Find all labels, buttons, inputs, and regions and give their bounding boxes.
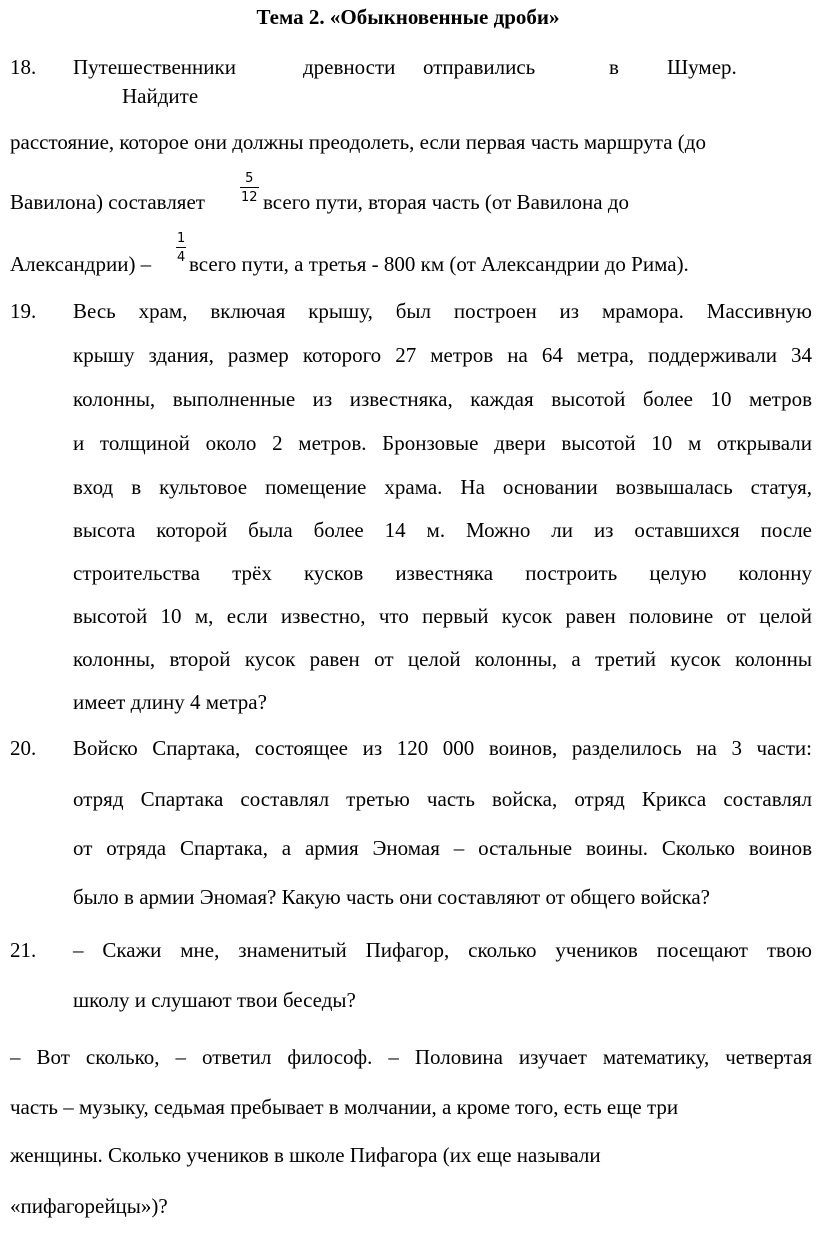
p19-line-1: Весь храм, включая крышу, был построен из мрамора. Массивную	[73, 299, 812, 323]
p19-line-4: и толщиной около 2 метров. Бронзовые двери высотой 10 м открывали	[73, 431, 812, 455]
p19-line-6: высота которой была более 14 м. Можно ли из оставшихся после	[73, 518, 812, 542]
p18-line-3b: всего пути, вторая часть (от Вавилона до	[263, 190, 630, 214]
p20-line-2: отряд Спартака составлял третью часть войска, отряд Крикса составлял	[73, 787, 812, 811]
p19-line-3: колонны, выполненные из известняка, каждая высотой более 10 метров	[73, 387, 812, 411]
p19-line-2: крышу здания, размер которого 27 метров на 64 метра, поддерживали 34	[73, 343, 812, 367]
p18-word-3: отправились	[423, 55, 536, 79]
p21-body-line-4: «пифагорейцы»)?	[10, 1194, 168, 1218]
page-title: Тема 2. «Обыкновенные дроби»	[256, 5, 560, 29]
p21-body-line-2: часть – музыку, седьмая пребывает в молчании, а кроме того, есть еще три	[10, 1095, 679, 1119]
fraction-denominator: 12	[240, 187, 259, 204]
p18-line-2: расстояние, которое они должны преодолеть, если первая часть маршрута (до	[10, 130, 706, 154]
problem-19-number: 19.	[10, 299, 37, 323]
problem-20-number: 20.	[10, 736, 37, 760]
p19-line-7: строительства трёх кусков известняка построить целую колонну	[73, 561, 812, 585]
p18-line-4b: всего пути, а третья - 800 км (от Александрии до Рима).	[189, 252, 689, 276]
problem-21-number: 21.	[10, 938, 37, 962]
p19-line-8: высотой 10 м, если известно, что первый кусок равен половине от целой	[73, 604, 812, 628]
fraction-1-4	[176, 232, 186, 264]
p21-line-2: школу и слушают твои беседы?	[73, 988, 356, 1012]
p19-line-5: вход в культовое помещение храма. На основании возвышалась статуя,	[73, 475, 812, 499]
p21-body-line-3: женщины. Сколько учеников в школе Пифагора (их еще называли	[10, 1143, 601, 1167]
problem-18-number: 18.	[10, 55, 37, 79]
p18-word-2: древности	[303, 55, 396, 79]
p21-body-line-1: – Вот сколько, – ответил философ. – Половина изучает математику, четвертая	[10, 1045, 812, 1069]
fraction-numerator: 5	[245, 171, 254, 186]
p18-word-1: Путешественники	[73, 55, 236, 79]
p19-line-10: имеет длину 4 метра?	[73, 690, 267, 714]
p18-line-1b: Найдите	[122, 84, 199, 108]
p18-word-5: Шумер.	[667, 55, 737, 79]
p18-word-4: в	[609, 55, 619, 79]
fraction-5-12	[240, 172, 259, 204]
fraction-numerator: 1	[177, 231, 186, 246]
p21-line-1: – Скажи мне, знаменитый Пифагор, сколько учеников посещают твою	[73, 938, 812, 962]
p20-line-3: от отряда Спартака, а армия Эномая – остальные воины. Сколько воинов	[73, 836, 812, 860]
fraction-denominator: 4	[176, 247, 186, 264]
p18-line-3a: Вавилона) составляет	[10, 190, 205, 214]
p20-line-4: было в армии Эномая? Какую часть они составляют от общего войска?	[73, 885, 710, 909]
p19-line-9: колонны, второй кусок равен от целой колонны, а третий кусок колонны	[73, 647, 812, 671]
p20-line-1: Войско Спартака, состоящее из 120 000 воинов, разделилось на 3 части:	[73, 736, 812, 760]
p18-line-4a: Александрии) –	[10, 252, 152, 276]
